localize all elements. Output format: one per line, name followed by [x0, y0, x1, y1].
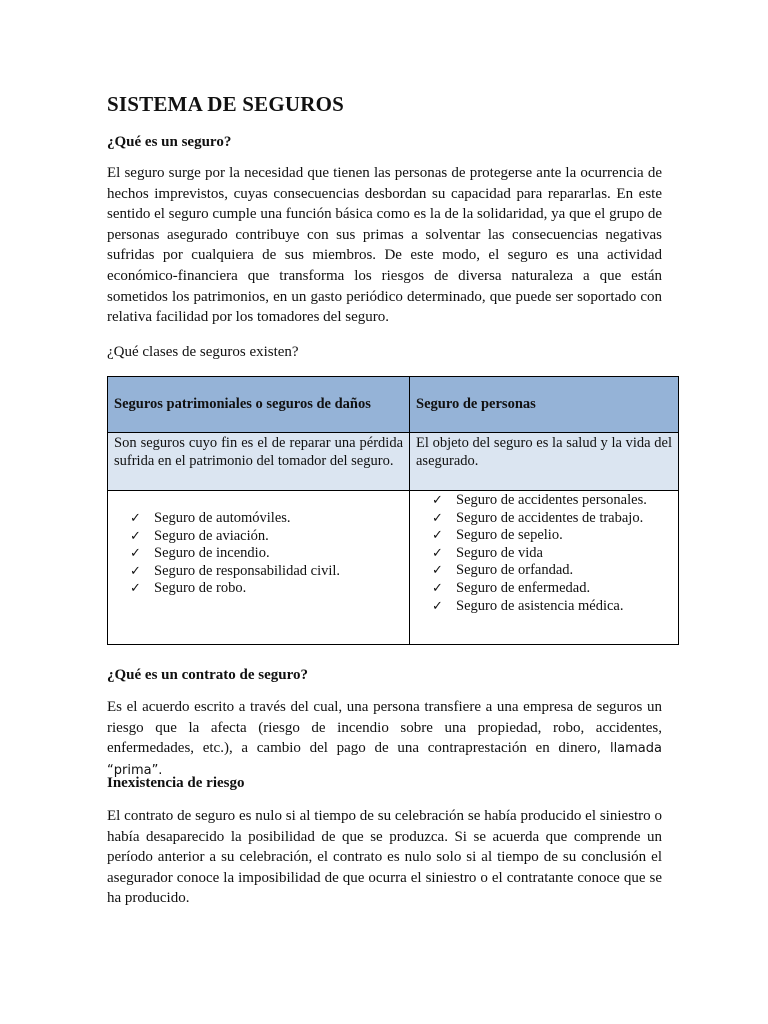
personal-insurance-item	[432, 562, 672, 580]
personal-insurance-list	[432, 492, 672, 615]
patrimonial-insurance-item-label: Seguro de responsabilidad civil.	[154, 562, 341, 579]
patrimonial-insurance-item-label: Seguro de aviación.	[154, 527, 269, 544]
check-mark-icon: ✓	[130, 563, 141, 579]
patrimonial-insurance-list-cell	[108, 491, 410, 645]
personal-insurance-item	[432, 492, 672, 510]
patrimonial-insurance-item-label: Seguro de robo.	[154, 580, 247, 597]
personal-insurance-item-label: Seguro de orfandad.	[456, 562, 574, 579]
personal-insurance-item	[432, 510, 672, 528]
personal-insurance-item-label: Seguro de accidentes de trabajo.	[456, 509, 644, 526]
table-description-row	[108, 433, 679, 491]
desc-personal-insurance: El objeto del seguro es la salud y la vida del asegurado.	[410, 433, 679, 491]
personal-insurance-item	[432, 598, 672, 616]
check-mark-icon: ✓	[432, 563, 443, 579]
check-mark-icon: ✓	[130, 546, 141, 562]
patrimonial-insurance-item	[130, 563, 403, 581]
header-patrimonial-insurance: Seguros patrimoniales o seguros de daños	[108, 377, 410, 433]
desc-patrimonial-insurance: Son seguros cuyo fin es el de reparar una pérdida sufrida en el patrimonio del tomador del seguro.	[108, 433, 410, 491]
insurance-contract-text-tail: , llamada “prima”.	[107, 741, 662, 778]
personal-insurance-item	[432, 527, 672, 545]
section-heading-what-is-insurance: ¿Qué es un seguro?	[107, 134, 232, 150]
patrimonial-insurance-item	[130, 545, 403, 563]
personal-insurance-item	[432, 545, 672, 563]
patrimonial-insurance-item-label: Seguro de automóviles.	[154, 510, 291, 526]
check-mark-icon: ✓	[432, 580, 443, 596]
check-mark-icon: ✓	[432, 510, 443, 526]
document-title: SISTEMA DE SEGUROS	[107, 92, 345, 116]
patrimonial-insurance-list	[130, 510, 403, 598]
personal-insurance-item	[432, 580, 672, 598]
check-mark-icon: ✓	[432, 545, 443, 561]
patrimonial-insurance-item-label: Seguro de incendio.	[154, 545, 270, 562]
personal-insurance-item-label: Seguro de asistencia médica.	[456, 597, 624, 614]
paragraph-what-is-insurance: El seguro surge por la necesidad que tienen las personas de protegerse ante la ocurrencia de hechos imprevistos, cuyas consecuencias desbordan su capacidad para repararlas. En este sentido el seguro cumple una función básica como es la de la solidaridad, ya que el grupo de personas asegurado contribuye con sus primas a solventar las consecuencias negativas sufridas por cualquiera de sus miembros. De este modo, el seguro es una actividad económico-financiera que transforma los riesgos de diversa naturaleza a que están sometidos los patrimonios, en un gasto periódico determinado, que puede ser soportado con relativa facilidad por los tomadores del seguro.	[107, 165, 662, 326]
table-list-row	[108, 491, 679, 645]
personal-insurance-item-label: Seguro de accidentes personales.	[456, 492, 647, 508]
paragraph-insurance-contract	[107, 697, 662, 781]
insurance-classes-table	[107, 376, 679, 645]
section-heading-nonexistent-risk: Inexistencia de riesgo	[107, 775, 245, 791]
paragraph-nonexistent-risk: El contrato de seguro es nulo si al tiempo de su celebración se había producido el siniestro o había desaparecido la posibilidad de que se produzca. Si se acuerda que comprende un período anterior a su celebración, el contrato es nulo solo si al tiempo de su conclusión el asegurador conoce la imposibilidad de que ocurra el siniestro o el contratante conoce que se ha producido.	[107, 808, 662, 907]
check-mark-icon: ✓	[130, 528, 141, 544]
check-mark-icon: ✓	[130, 511, 141, 526]
check-mark-icon: ✓	[130, 581, 141, 597]
insurance-contract-text: Es el acuerdo escrito a través del cual, una persona transfiere a una empresa de seguros un riesgo que la afecta (riesgo de incendio sobre una propiedad, robo, accidentes, enfermedades, etc.), a cambio del pago de una contraprestación en dinero	[107, 699, 662, 757]
personal-insurance-item-label: Seguro de sepelio.	[456, 527, 563, 544]
patrimonial-insurance-item	[130, 510, 403, 528]
patrimonial-insurance-item	[130, 528, 403, 546]
check-mark-icon: ✓	[432, 493, 443, 508]
insurance-contract-heading-text: ¿Qué es un contrato de seguro?	[107, 667, 308, 683]
section-heading-insurance-contract	[107, 667, 308, 684]
header-personal-insurance: Seguro de personas	[410, 377, 679, 433]
table-header-row	[108, 377, 679, 433]
patrimonial-insurance-item	[130, 580, 403, 598]
personal-insurance-item-label: Seguro de vida	[456, 544, 543, 561]
question-insurance-classes: ¿Qué clases de seguros existen?	[107, 344, 299, 360]
check-mark-icon: ✓	[432, 528, 443, 544]
personal-insurance-item-label: Seguro de enfermedad.	[456, 579, 591, 596]
personal-insurance-list-cell	[410, 491, 679, 645]
check-mark-icon: ✓	[432, 598, 443, 614]
